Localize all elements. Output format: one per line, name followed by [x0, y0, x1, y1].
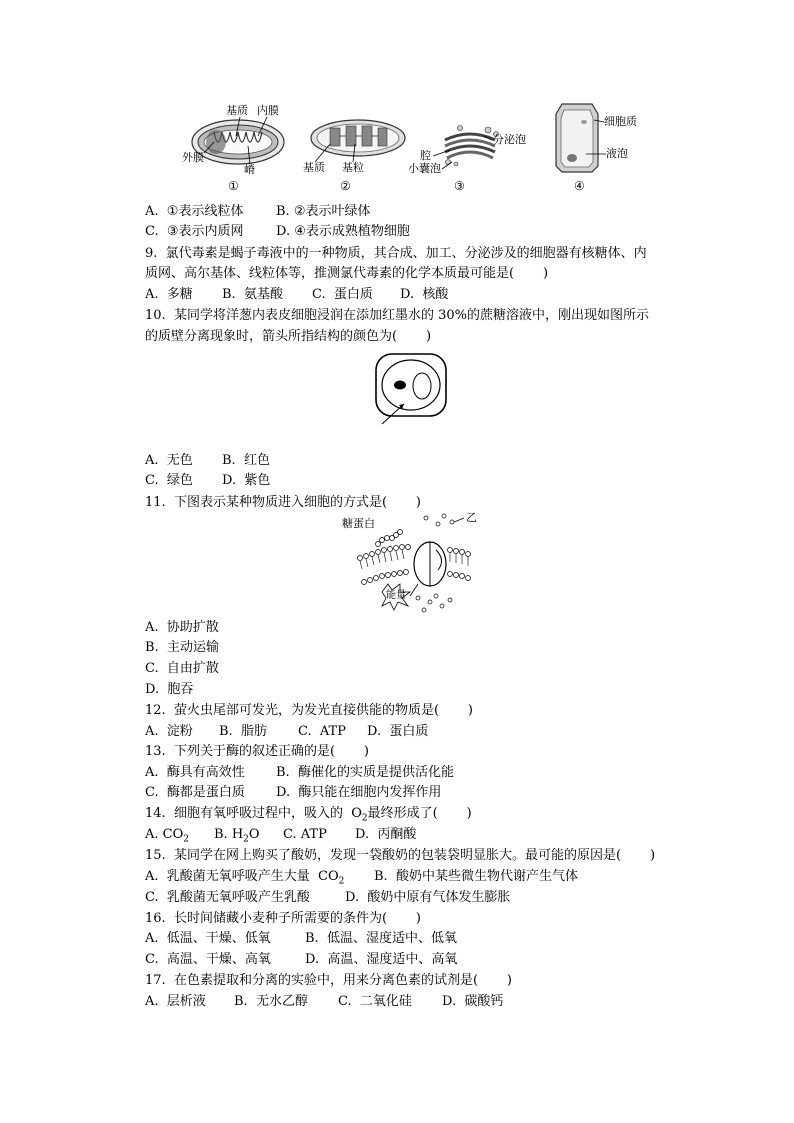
q13-option-a: A. 酶具有高效性 — [145, 765, 245, 780]
q8-option-c: C. ③表示内质网 — [145, 224, 244, 239]
figure-number-1: ① — [228, 179, 239, 193]
q10-stem-line-2: 的质壁分离现象时，箭头所指结构的颜色为( ) — [145, 329, 432, 344]
label-jili: 基粒 — [342, 161, 364, 174]
q17-option-a: A. 层析液 — [145, 994, 206, 1009]
q14-option-d: D. 丙酮酸 — [355, 827, 417, 842]
q13-stem: 13. 下列关于酶的叙述正确的是( ) — [145, 744, 370, 759]
label-neimo: 内膜 — [257, 104, 279, 117]
q9-stem-line-1: 9. 氯代毒素是蝎子毒液中的一种物质，其合成、加工、分泌涉及的细胞器有核糖体、内 — [145, 246, 647, 261]
q12-option-a: A. 淀粉 — [145, 724, 193, 739]
q15-option-a-pre: A. 乳酸菌无氧呼吸产生大量 CO — [145, 869, 339, 884]
q9-option-d: D. 核酸 — [400, 287, 449, 302]
q13-option-b: B. 酶催化的实质是提供活化能 — [276, 765, 454, 780]
q12-option-b: B. 脂肪 — [219, 724, 267, 739]
q10-option-a: A. 无色 — [145, 453, 193, 468]
leader-lines-4 — [170, 98, 690, 196]
q11-option-d: D. 胞吞 — [145, 682, 194, 697]
q11-option-b: B. 主动运输 — [145, 640, 219, 655]
q10-option-b: B. 红色 — [222, 453, 270, 468]
label-jizhi-1: 基质 — [226, 104, 248, 117]
q10-option-d: D. 紫色 — [222, 473, 271, 488]
label-nengliang: 能量 — [386, 590, 406, 601]
q12-option-d: D. 蛋白质 — [367, 724, 429, 739]
q13-option-c: C. 酶都是蛋白质 — [145, 785, 245, 800]
figure-number-3: ③ — [454, 179, 465, 193]
q15-option-c: C. 乳酸菌无氧呼吸产生乳酸 — [145, 890, 310, 905]
q16-option-d: D. 高温、湿度适中、高氧 — [305, 952, 458, 967]
q11-stem: 11. 下图表示某种物质进入细胞的方式是( ) — [145, 495, 422, 510]
q10-stem-line-1: 10. 某同学将洋葱内表皮细胞浸润在添加红墨水的 30%的蔗糖溶液中，刚出现如图所示 — [145, 308, 649, 323]
q14-option-a-sub: 2 — [183, 834, 189, 845]
q16-stem: 16. 长时间储藏小麦种子所需要的条件为( ) — [145, 911, 422, 926]
q11-option-a: A. 协助扩散 — [145, 620, 219, 635]
q14-option-b-sub: 2 — [243, 834, 249, 845]
membrane-transport-diagram — [338, 512, 478, 616]
q10-option-c: C. 绿色 — [145, 473, 193, 488]
plasmolysis-cell-diagram — [374, 352, 448, 426]
q16-option-a: A. 低温、干燥、低氧 — [145, 931, 271, 946]
q16-option-c: C. 高温、干燥、高氧 — [145, 952, 271, 967]
q15-stem: 15. 某同学在网上购买了酸奶，发现一袋酸奶的包装袋明显胀大。最可能的原因是( ) — [145, 848, 656, 863]
q9-option-a: A. 多糖 — [145, 287, 193, 302]
q12-stem: 12. 萤火虫尾部可发光，为发光直接供能的物质是( ) — [145, 703, 474, 718]
q14-option-c: C. ATP — [283, 827, 327, 842]
label-xiaonangpao: 小囊泡 — [408, 162, 441, 175]
label-ji: 嵴 — [244, 163, 255, 176]
q8-option-b: B. ②表示叶绿体 — [276, 204, 371, 219]
q12-option-c: C. ATP — [298, 724, 346, 739]
q14-option-a — [145, 826, 189, 844]
q14-stem — [145, 805, 472, 823]
figure-number-2: ② — [340, 179, 351, 193]
q17-option-c: C. 二氧化硅 — [338, 994, 412, 1009]
label-qiang: 腔 — [420, 149, 431, 162]
q15-option-d: D. 酸奶中原有气体发生膨胀 — [345, 890, 511, 905]
q15-option-a-sub: 2 — [338, 876, 345, 887]
q8-option-d: D. ④表示成熟植物细胞 — [276, 224, 410, 239]
q17-stem: 17. 在色素提取和分离的实验中，用来分离色素的试剂是( ) — [145, 973, 513, 988]
q15-option-b: B. 酸奶中某些微生物代谢产生气体 — [374, 869, 578, 884]
label-waimo: 外膜 — [182, 151, 204, 164]
q14-option-b — [214, 826, 260, 844]
q13-option-d: D. 酶只能在细胞内发挥作用 — [276, 785, 442, 800]
q14-option-b-post: O — [248, 827, 260, 842]
q17-option-b: B. 无水乙醇 — [234, 994, 308, 1009]
q8-option-a: A. ①表示线粒体 — [145, 204, 244, 219]
q14-stem-sub: 2 — [361, 813, 368, 824]
q11-option-c: C. 自由扩散 — [145, 661, 219, 676]
q15-option-a — [145, 868, 344, 886]
q9-option-c: C. 蛋白质 — [312, 287, 373, 302]
q14-stem-post: 最终形成了( ) — [367, 806, 472, 821]
q17-option-d: D. 碳酸钙 — [442, 994, 504, 1009]
q14-option-a-pre: A. CO — [145, 827, 184, 842]
label-yi: 乙 — [466, 511, 477, 524]
q14-option-b-pre: B. H — [214, 827, 244, 842]
q14-stem-pre: 14. 细胞有氧呼吸过程中，吸入的 O — [145, 806, 362, 821]
q9-stem-line-2: 质网、高尔基体、线粒体等，推测氯代毒素的化学本质最可能是( ) — [145, 266, 549, 281]
organelle-figure-row — [170, 98, 690, 196]
label-jizhi-2: 基质 — [303, 161, 325, 174]
figure-number-4: ④ — [574, 179, 585, 193]
label-yepao: 液泡 — [606, 147, 628, 160]
q9-option-b: B. 氨基酸 — [222, 287, 283, 302]
label-xibaozhi: 细胞质 — [604, 115, 637, 128]
q16-option-b: B. 低温、湿度适中、低氧 — [305, 931, 457, 946]
label-tangdanbai: 糖蛋白 — [342, 517, 375, 530]
label-fenmipao: 分泌泡 — [493, 133, 526, 146]
